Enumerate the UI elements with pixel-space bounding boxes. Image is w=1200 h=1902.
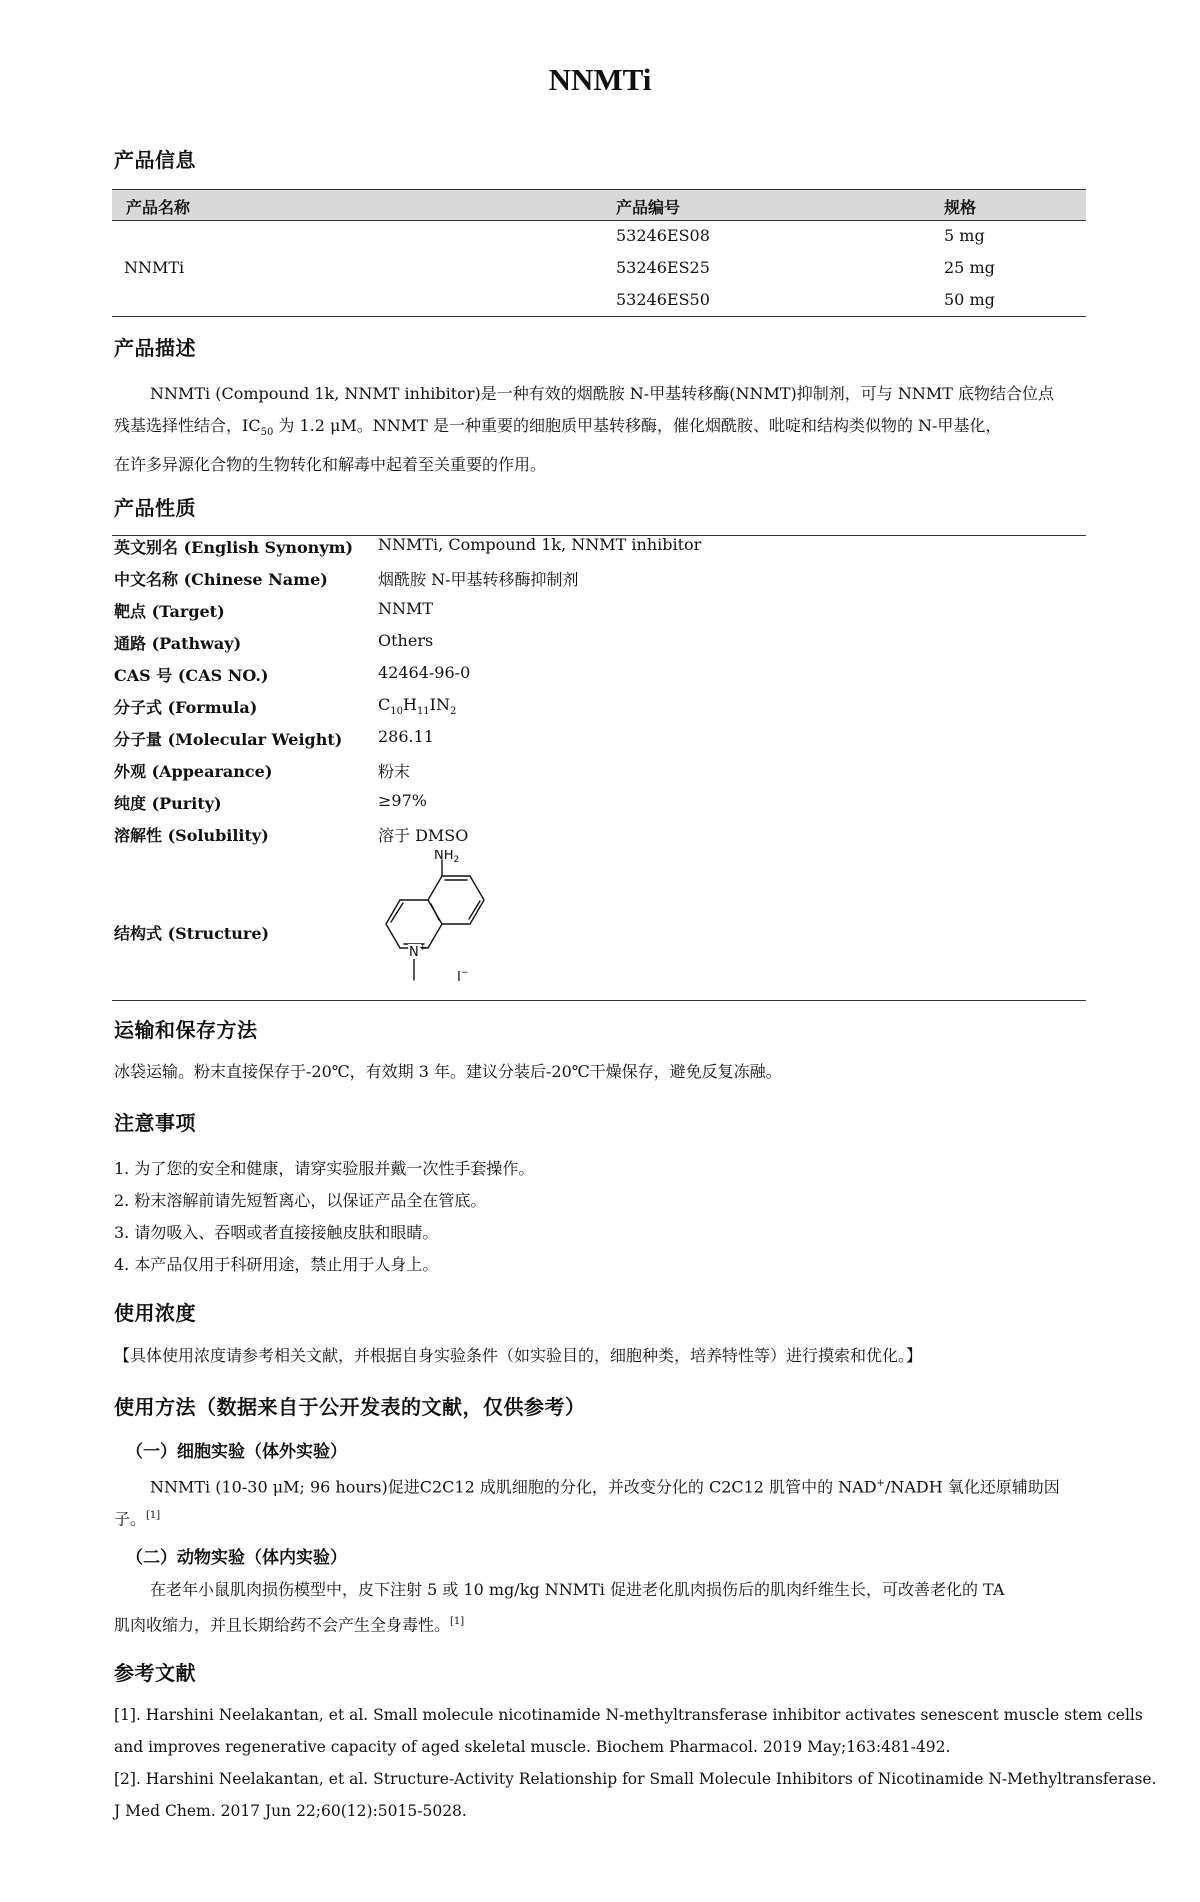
note-item: 1. 为了您的安全和健康，请穿实验服并戴一次性手套操作。 [114,1159,535,1178]
property-label: 英文别名 (English Synonym) [114,538,354,557]
structure-label-iodide [457,968,468,985]
subheading-cell-experiment: （一）细胞实验（体外实验） [126,1442,347,1462]
cell-experiment-text: /NADH 氧化还原辅助因 [884,1477,1060,1497]
property-value: 烟酰胺 N-甲基转移酶抑制剂 [378,570,579,589]
subheading-animal-experiment: （二）动物实验（体内实验） [126,1548,347,1568]
charge-plus: + [419,943,427,953]
cell-experiment-line [114,1506,160,1529]
description-text: 为 1.2 μM。NNMT 是一种重要的细胞质甲基转移酶，催化烟酰胺、吡啶和结构类似物的 N-甲基化， [273,416,1002,435]
description-line: NNMTi (Compound 1k, NNMT inhibitor)是一种有效的烟酰胺 N-甲基转移酶(NNMT)抑制剂，可与 NNMT 底物结合位点 [150,384,1054,403]
property-value: NNMT [378,599,434,618]
section-heading-notes: 注意事项 [114,1111,196,1135]
subscript: 50 [260,427,274,439]
note-item: 3. 请勿吸入、吞咽或者直接接触皮肤和眼睛。 [114,1223,439,1242]
note-item: 2. 粉末溶解前请先短暂离心，以保证产品全在管底。 [114,1191,487,1210]
property-value: 42464-96-0 [378,663,471,682]
iodide-label: I [457,970,461,985]
charge-minus: − [460,968,469,978]
property-label: 结构式 (Structure) [114,924,270,943]
section-heading-description: 产品描述 [114,336,196,360]
property-label: 溶解性 (Solubility) [114,826,269,845]
section-heading-product-info: 产品信息 [114,148,196,172]
document-title: NNMTi [548,62,652,97]
product-code-cell: 53246ES25 [616,258,710,277]
property-value: ≥97% [378,791,427,810]
property-label: CAS 号 (CAS NO.) [114,666,269,685]
product-spec-cell: 50 mg [944,290,995,309]
reference-line: and improves regenerative capacity of aged skeletal muscle. Biochem Pharmacol. 2019 May;163:481-492. [114,1738,951,1756]
table-header-rule [112,220,1086,221]
reference-line: [2]. Harshini Neelakantan, et al. Structure-Activity Relationship for Small Molecule Inhibitors of Nicotinamide N-Methyltransferase. [114,1770,1157,1788]
subscript: 10 [390,706,403,718]
storage-text: 冰袋运输。粉末直接保存于-20℃，有效期 3 年。建议分装后-20℃干燥保存，避免反复冻融。 [114,1062,782,1081]
property-value: NNMTi, Compound 1k, NNMT inhibitor [378,535,702,554]
product-name-cell: NNMTi [124,258,185,277]
product-spec-cell: 5 mg [944,226,985,245]
ring-bond [386,900,442,948]
property-label: 分子量 (Molecular Weight) [114,730,343,749]
citation-ref: [1] [450,1616,465,1627]
properties-bottom-rule [112,1000,1086,1001]
column-header-code: 产品编号 [616,198,681,217]
description-line [114,410,1084,449]
product-code-cell: 53246ES50 [616,290,710,309]
note-item: 4. 本产品仅用于科研用途，禁止用于人身上。 [114,1255,439,1274]
double-bond [431,904,439,920]
property-value: 286.11 [378,727,434,746]
property-value: 粉末 [378,762,411,781]
structure-label-nh2 [434,850,459,865]
section-heading-properties: 产品性质 [114,496,196,520]
formula-part: IN [429,695,450,714]
property-label: 中文名称 (Chinese Name) [114,570,328,589]
concentration-text: 【具体使用浓度请参考相关文献，并根据自身实验条件（如实验目的，细胞种类，培养特性等）进行摸索和优化。】 [114,1346,923,1365]
column-header-name: 产品名称 [126,198,191,217]
property-label: 外观 (Appearance) [114,762,273,781]
animal-experiment-line: 在老年小鼠肌肉损伤模型中，皮下注射 5 或 10 mg/kg NNMTi 促进老化肌肉损伤后的肌肉纤维生长，可改善老化的 TA [150,1580,1005,1599]
subscript: 2 [453,855,460,865]
description-paragraph [114,378,1084,481]
structure-label-n: N [409,945,419,960]
table-header-row [112,190,1086,220]
animal-experiment-text: 肌肉收缩力，并且长期给药不会产生全身毒性。 [114,1615,451,1635]
cell-experiment-text: NNMTi (10-30 μM; 96 hours)促进C2C12 成肌细胞的分化，并改变分化的 C2C12 肌管中的 NAD [150,1477,877,1497]
column-header-spec: 规格 [944,198,977,217]
amine-label: NH [434,850,454,863]
animal-experiment-line [114,1612,464,1635]
description-line: 在许多异源化合物的生物转化和解毒中起着至关重要的作用。 [114,455,547,475]
subscript: 2 [450,706,457,718]
cell-experiment-text: 子。 [114,1509,147,1529]
reference-line: J Med Chem. 2017 Jun 22;60(12):5015-5028. [114,1802,467,1820]
reference-line: [1]. Harshini Neelakantan, et al. Small molecule nicotinamide N-methyltransferase inhibitor activates senescent muscle stem cells [114,1706,1143,1724]
property-value: 溶于 DMSO [378,826,469,845]
section-heading-references: 参考文献 [114,1661,196,1685]
ring-bond [428,876,484,924]
formula-part: C [378,695,391,714]
superscript: + [876,1478,885,1489]
section-heading-usage: 使用方法（数据来自于公开发表的文献，仅供参考） [114,1395,586,1419]
property-label: 纯度 (Purity) [114,794,222,813]
product-code-cell: 53246ES08 [616,226,710,245]
chemical-structure [372,850,512,1005]
table-bottom-rule [112,316,1086,317]
formula-part: H [402,695,417,714]
subscript: 11 [416,706,430,718]
property-label: 靶点 (Target) [114,602,225,621]
description-text: 残基选择性结合，IC [114,416,261,435]
property-label: 通路 (Pathway) [114,634,242,653]
section-heading-storage: 运输和保存方法 [114,1018,258,1042]
property-label: 分子式 (Formula) [114,698,258,717]
formula-value [378,695,456,717]
cell-experiment-line [150,1474,1060,1497]
property-value: Others [378,631,434,650]
citation-ref: [1] [146,1510,161,1521]
product-spec-cell: 25 mg [944,258,995,277]
section-heading-concentration: 使用浓度 [114,1301,196,1325]
